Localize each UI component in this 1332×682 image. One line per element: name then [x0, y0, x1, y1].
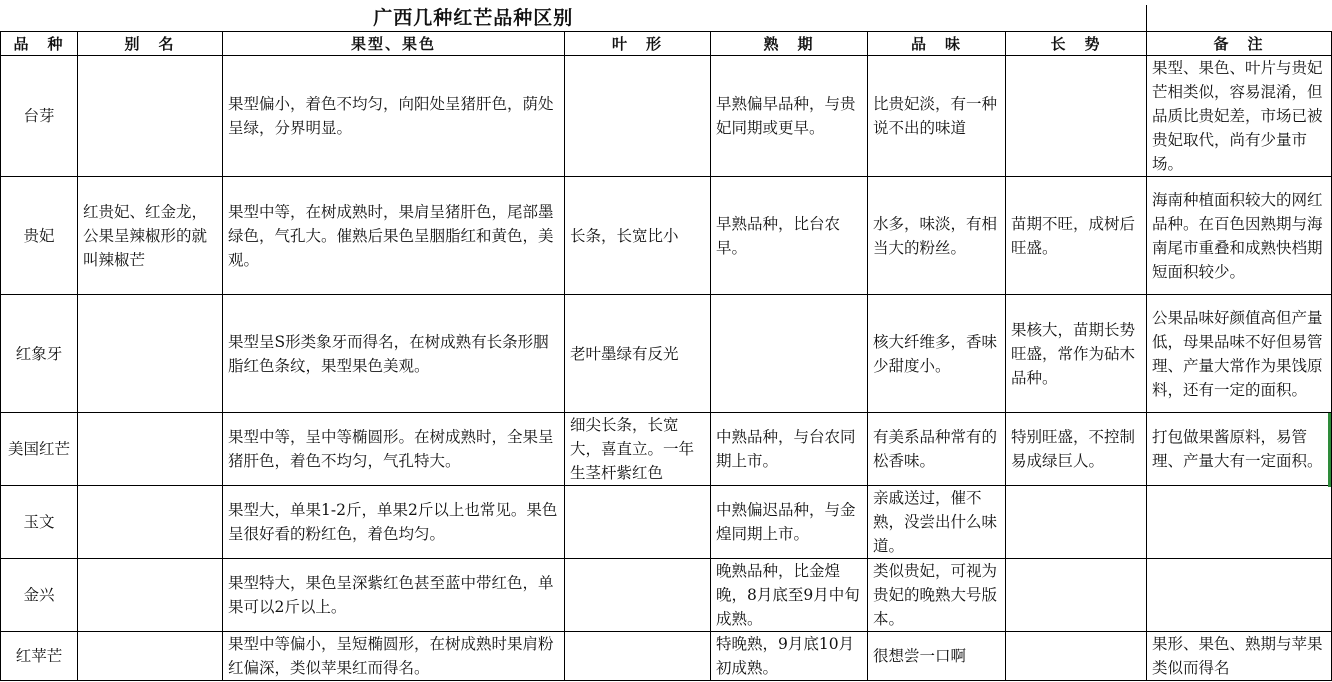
cell-leaf[interactable]: 细尖长条，长宽大，喜直立。一年生茎杆紫红色: [565, 413, 711, 486]
header-notes[interactable]: 备 注: [1147, 32, 1332, 56]
cell-leaf[interactable]: 长条，长宽比小: [565, 177, 711, 295]
cell-alias[interactable]: [78, 632, 223, 681]
cell-notes[interactable]: 公果品味好颜值高但产量低，母果品味不好但易管理、产量大常作为果饯原料，还有一定的面积。: [1147, 295, 1332, 413]
table-row: [1, 177, 1332, 295]
cell-notes[interactable]: 果型、果色、叶片与贵妃芒相类似，容易混淆，但品质比贵妃差，市场已被贵妃取代，尚有少量市场。: [1147, 56, 1332, 177]
cell-shape-color[interactable]: 果型特大，果色呈深紫红色甚至蓝中带红色，单果可以2斤以上。: [223, 559, 565, 632]
cell-ripening[interactable]: 早熟品种，比台农早。: [711, 177, 868, 295]
cell-growth[interactable]: 苗期不旺，成树后旺盛。: [1006, 177, 1147, 295]
cell-growth[interactable]: [1006, 486, 1147, 559]
cell-ripening[interactable]: [711, 295, 868, 413]
cell-growth[interactable]: [1006, 56, 1147, 177]
cell-leaf[interactable]: 老叶墨绿有反光: [565, 295, 711, 413]
cell-selection-marker: [1328, 413, 1331, 487]
cell-notes[interactable]: [1147, 486, 1332, 559]
cell-notes[interactable]: [1147, 559, 1332, 632]
cell-leaf[interactable]: [565, 486, 711, 559]
cell-alias[interactable]: [78, 56, 223, 177]
cell-notes[interactable]: 打包做果酱原料，易管理、产量大有一定面积。: [1147, 413, 1332, 486]
cell-notes[interactable]: 海南种植面积较大的网红品种。在百色因熟期与海南尾市重叠和成熟快档期短面积较少。: [1147, 177, 1332, 295]
header-taste[interactable]: 品 味: [868, 32, 1006, 56]
table-row: [1, 486, 1332, 559]
table-row: [1, 413, 1332, 486]
cell-leaf[interactable]: [565, 559, 711, 632]
cell-taste[interactable]: 有美系品种常有的松香味。: [868, 413, 1006, 486]
cell-leaf[interactable]: [565, 632, 711, 681]
cell-notes[interactable]: 果形、果色、熟期与苹果类似而得名: [1147, 632, 1332, 681]
cell-variety[interactable]: 红象牙: [1, 295, 78, 413]
cell-taste[interactable]: 水多，味淡，有相当大的粉丝。: [868, 177, 1006, 295]
cell-variety[interactable]: 红苹芒: [1, 632, 78, 681]
table-row: [1, 56, 1332, 177]
cell-ripening[interactable]: 早熟偏早品种，与贵妃同期或更早。: [711, 56, 868, 177]
cell-taste[interactable]: 亲戚送过，催不熟，没尝出什么味道。: [868, 486, 1006, 559]
cell-shape-color[interactable]: 果型中等，在树成熟时，果肩呈猪肝色，尾部墨绿色，气孔大。催熟后果色呈胭脂红和黄色，美观。: [223, 177, 565, 295]
cell-variety[interactable]: 台芽: [1, 56, 78, 177]
cell-variety[interactable]: 贵妃: [1, 177, 78, 295]
cell-alias[interactable]: 红贵妃、红金龙，公果呈辣椒形的就叫辣椒芒: [78, 177, 223, 295]
cell-growth[interactable]: 特别旺盛，不控制易成绿巨人。: [1006, 413, 1147, 486]
cell-ripening[interactable]: 中熟品种，与台农同期上市。: [711, 413, 868, 486]
header-shape-color[interactable]: 果型、果色: [223, 32, 565, 56]
cell-shape-color[interactable]: 果型中等，呈中等椭圆形。在树成熟时，全果呈猪肝色，着色不均匀，气孔特大。: [223, 413, 565, 486]
table-title: 广西几种红芒品种区别: [373, 7, 574, 29]
cell-taste[interactable]: 很想尝一口啊: [868, 632, 1006, 681]
cell-ripening[interactable]: 中熟偏迟品种，与金煌同期上市。: [711, 486, 868, 559]
table-row: [1, 295, 1332, 413]
cell-growth[interactable]: 果核大，苗期长势旺盛，常作为砧木品种。: [1006, 295, 1147, 413]
cell-shape-color[interactable]: 果型中等偏小，呈短椭圆形，在树成熟时果肩粉红偏深，类似苹果红而得名。: [223, 632, 565, 681]
mango-comparison-table: [0, 5, 1332, 681]
table-row: [1, 559, 1332, 632]
cell-alias[interactable]: [78, 295, 223, 413]
cell-leaf[interactable]: [565, 56, 711, 177]
cell-ripening[interactable]: 特晚熟，9月底10月初成熟。: [711, 632, 868, 681]
cell-alias[interactable]: [78, 413, 223, 486]
header-alias[interactable]: 别 名: [78, 32, 223, 56]
cell-alias[interactable]: [78, 486, 223, 559]
header-leaf[interactable]: 叶 形: [565, 32, 711, 56]
cell-taste[interactable]: 核大纤维多，香味少甜度小。: [868, 295, 1006, 413]
cell-taste[interactable]: 比贵妃淡，有一种说不出的味道: [868, 56, 1006, 177]
header-variety[interactable]: 品 种: [1, 32, 78, 56]
cell-ripening[interactable]: 晚熟品种，比金煌晚，8月底至9月中旬成熟。: [711, 559, 868, 632]
cell-taste[interactable]: 类似贵妃，可视为贵妃的晚熟大号版本。: [868, 559, 1006, 632]
header-ripening[interactable]: 熟 期: [711, 32, 868, 56]
header-growth[interactable]: 长 势: [1006, 32, 1147, 56]
cell-variety[interactable]: 玉文: [1, 486, 78, 559]
header-row: [1, 32, 1332, 56]
cell-shape-color[interactable]: 果型大，单果1-2斤，单果2斤以上也常见。果色呈很好看的粉红色，着色均匀。: [223, 486, 565, 559]
cell-growth[interactable]: [1006, 632, 1147, 681]
cell-shape-color[interactable]: 果型偏小，着色不均匀，向阳处呈猪肝色，荫处呈绿，分界明显。: [223, 56, 565, 177]
table-row: [1, 632, 1332, 681]
title-row: [1, 5, 1332, 32]
cell-variety[interactable]: 美国红芒: [1, 413, 78, 486]
cell-growth[interactable]: [1006, 559, 1147, 632]
cell-shape-color[interactable]: 果型呈S形类象牙而得名，在树成熟有长条形胭脂红色条纹，果型果色美观。: [223, 295, 565, 413]
title-empty-cell: [1147, 5, 1332, 32]
cell-alias[interactable]: [78, 559, 223, 632]
cell-variety[interactable]: 金兴: [1, 559, 78, 632]
